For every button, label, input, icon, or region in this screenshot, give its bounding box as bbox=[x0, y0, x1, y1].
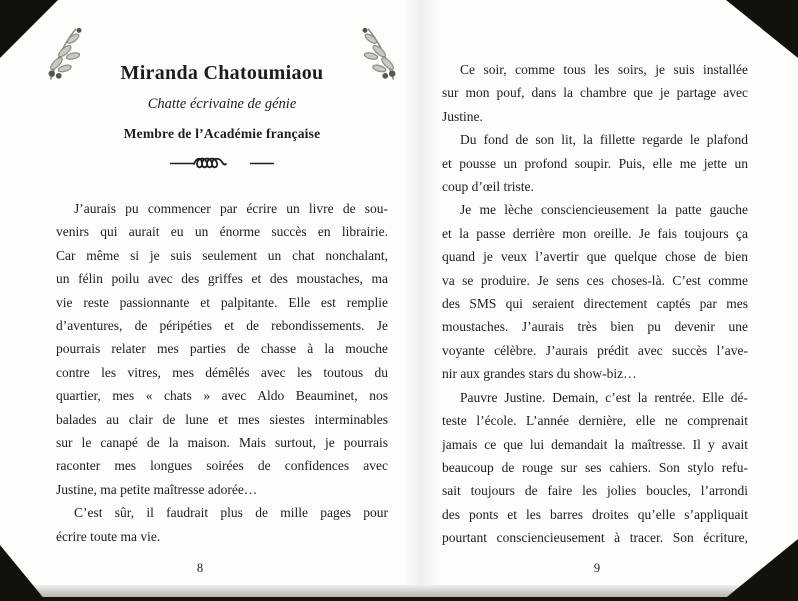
text-line: d’aventures, de péripéties et de rebondissements. Je bbox=[56, 318, 388, 334]
text-line: Je me lèche consciencieusement la patte gauche bbox=[460, 202, 748, 218]
text-line: un félin poilu avec des griffes et des moustaches, ma bbox=[56, 271, 388, 287]
page-number-left: 8 bbox=[196, 561, 204, 575]
text-line: coup d’œil triste. bbox=[442, 179, 534, 195]
text-line: des SMS qui seraient directement captés par mes bbox=[442, 296, 748, 312]
page-right-body bbox=[442, 0, 748, 550]
paragraph bbox=[442, 128, 748, 198]
text-line: écrire toute ma vie. bbox=[56, 528, 161, 544]
text-line: Car même si je suis seulement un chat nonchalant, bbox=[56, 247, 388, 263]
text-line: Ce soir, comme tous les soirs, je suis installée bbox=[460, 62, 748, 77]
text-line: sur mon pouf, dans la chambre que je partage avec bbox=[442, 85, 748, 101]
text-line: sur le canapé de la maison. Mais surtout, je pourrais bbox=[56, 435, 388, 451]
chapter-byline: Membre de l’Académie française bbox=[123, 126, 321, 141]
paragraph bbox=[442, 58, 748, 128]
text-line: jamais ce que lui demandait la maîtresse. Il y avait bbox=[442, 436, 748, 452]
page-left-body bbox=[56, 197, 388, 548]
paragraph bbox=[442, 386, 748, 550]
chapter-header bbox=[56, 0, 388, 197]
chapter-title: Miranda Chatoumiaou bbox=[120, 62, 324, 84]
paragraph bbox=[56, 197, 388, 501]
text-line: et la passe derrière mon oreille. Je fais toujours ça bbox=[442, 225, 748, 241]
paragraph bbox=[56, 501, 388, 548]
text-line: Justine. bbox=[442, 108, 483, 124]
text-line: nir aux grandes stars du show-biz… bbox=[442, 366, 637, 382]
text-line: vie reste passionnante et palpitante. Elle est remplie bbox=[56, 294, 388, 310]
text-line: J’aurais pu commencer par écrire un livre de sou- bbox=[74, 201, 388, 216]
text-line: beaucoup de rouge sur ses cahiers. Son stylo refu- bbox=[442, 459, 748, 475]
page-gutter-shadow bbox=[404, 0, 440, 585]
text-line: raconter mes longues soirées de confidences avec bbox=[56, 458, 388, 474]
text-line: quartier, mes « chats » avec Aldo Beauminet, nos bbox=[56, 388, 388, 404]
chapter-subtitle: Chatte écrivaine de génie bbox=[147, 96, 297, 112]
page-bottom-edge bbox=[0, 585, 798, 597]
text-line: pourrais relater mes parties de chasse à la mouche bbox=[56, 341, 388, 357]
text-line: des ponts et les barres droites qu’elle s’appliquait bbox=[442, 506, 748, 522]
olive-branch-right-icon bbox=[353, 22, 405, 84]
text-line: sait toujours de faire les jolies boucles, l’arrondi bbox=[442, 483, 748, 499]
text-line: balades au clair de lune et mes siestes interminables bbox=[56, 411, 388, 427]
text-line: moustaches. J’aurais très bien pu devenir une bbox=[442, 319, 748, 335]
text-line: voyante célèbre. J’aurais prédit avec succès l’ave- bbox=[442, 342, 748, 358]
text-line: Du fond de son lit, la fillette regarde le plafond bbox=[460, 132, 748, 148]
text-line: C’est sûr, il faudrait plus de mille pages pour bbox=[74, 505, 388, 521]
page-right bbox=[442, 0, 748, 550]
text-line: va se produire. Je sens ces choses-là. C’est comme bbox=[442, 272, 748, 288]
text-line: contre les vitres, mes démêlés avec les toutous du bbox=[56, 364, 388, 380]
page-left bbox=[56, 0, 388, 548]
page-number-right: 9 bbox=[593, 561, 601, 575]
text-line: venirs qui aurait eu un énorme succès en librairie. bbox=[56, 224, 388, 240]
text-line: et pousse un profond soupir. Puis, elle me jette un bbox=[442, 155, 748, 171]
text-line: teste l’école. L’année dernière, elle ne comprenait bbox=[442, 413, 748, 429]
olive-branch-left-icon bbox=[39, 22, 91, 84]
paragraph bbox=[442, 198, 748, 385]
text-line: Pauvre Justine. Demain, c’est la rentrée. Elle dé- bbox=[460, 389, 748, 405]
vine-divider-ornament bbox=[56, 155, 388, 171]
text-line: Justine, ma petite maîtresse adorée… bbox=[56, 481, 258, 497]
text-line: pourtant consciencieusement à tracer. Son écriture, bbox=[442, 530, 748, 546]
text-line: quand je veux l’avertir que quelque chose de bien bbox=[442, 249, 748, 265]
